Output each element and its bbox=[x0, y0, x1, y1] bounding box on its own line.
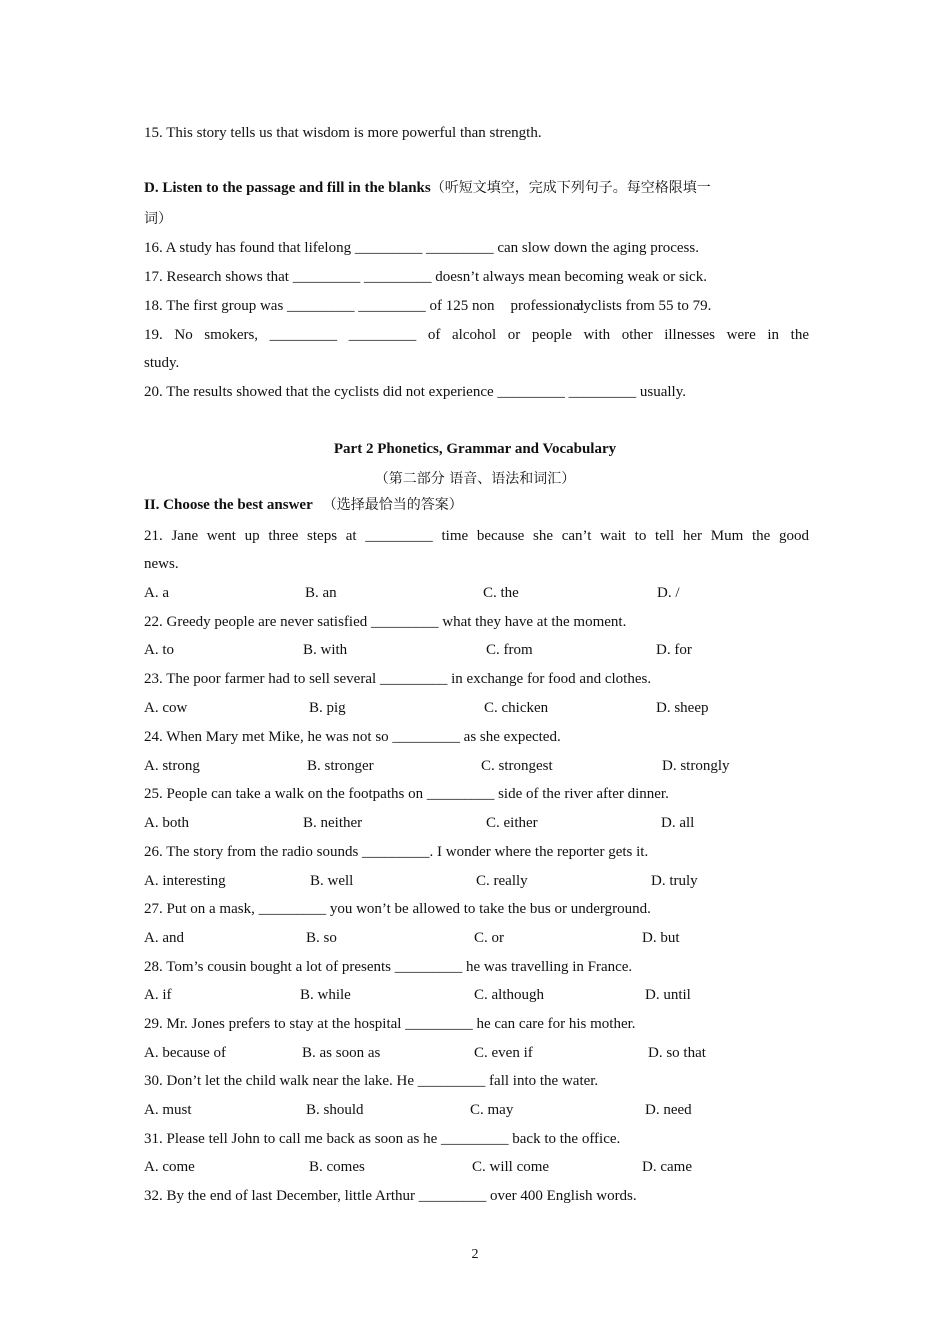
option-21-a: A. a bbox=[144, 585, 169, 601]
option-30-a: A. must bbox=[144, 1102, 192, 1118]
question-25: 25. People can take a walk on the footpaths on _________ side of the river after dinner. bbox=[144, 786, 669, 802]
option-28-d: D. until bbox=[645, 987, 691, 1003]
question-18-part-b: professional bbox=[510, 298, 584, 314]
option-29-b: B. as soon as bbox=[302, 1045, 381, 1061]
question-24: 24. When Mary met Mike, he was not so _________ as she expected. bbox=[144, 729, 561, 745]
option-27-c: C. or bbox=[474, 930, 504, 946]
option-26-a: A. interesting bbox=[144, 873, 226, 889]
option-27-d: D. but bbox=[642, 930, 680, 946]
option-22-d: D. for bbox=[656, 642, 692, 658]
option-28-a: A. if bbox=[144, 987, 172, 1003]
question-26: 26. The story from the radio sounds _________. I wonder where the reporter gets it. bbox=[144, 844, 649, 860]
question-21-cont: news. bbox=[144, 556, 179, 572]
option-29-d: D. so that bbox=[648, 1045, 706, 1061]
option-30-d: D. need bbox=[645, 1102, 692, 1118]
option-22-c: C. from bbox=[486, 642, 533, 658]
question-18-part-a: 18. The first group was _________ _________ of 125 non bbox=[144, 298, 495, 314]
option-23-b: B. pig bbox=[309, 700, 346, 716]
option-23-d: D. sheep bbox=[656, 700, 709, 716]
question-16: 16. A study has found that lifelong _________ _________ can slow down the aging process. bbox=[144, 240, 699, 256]
section-d-heading bbox=[144, 178, 711, 198]
question-23: 23. The poor farmer had to sell several _________ in exchange for food and clothes. bbox=[144, 671, 652, 687]
question-19-cont: study. bbox=[144, 355, 180, 371]
option-25-b: B. neither bbox=[303, 815, 363, 831]
option-31-c: C. will come bbox=[472, 1159, 550, 1175]
option-28-c: C. although bbox=[474, 987, 544, 1003]
option-26-d: D. truly bbox=[651, 873, 698, 889]
question-20: 20. The results showed that the cyclists did not experience _________ _________ usually. bbox=[144, 384, 686, 400]
part-2-subtitle: （第二部分 语音、语法和词汇） bbox=[374, 471, 576, 487]
option-29-c: C. even if bbox=[474, 1045, 533, 1061]
question-21: 21. Jane went up three steps at _________ time because she can’t wait to tell her Mum the good bbox=[144, 528, 809, 544]
option-24-d: D. strongly bbox=[662, 758, 730, 774]
option-31-b: B. comes bbox=[309, 1159, 365, 1175]
option-24-a: A. strong bbox=[144, 758, 200, 774]
option-23-a: A. cow bbox=[144, 700, 188, 716]
question-17: 17. Research shows that _________ _________ doesn’t always mean becoming weak or sick. bbox=[144, 269, 707, 285]
option-21-c: C. the bbox=[483, 585, 519, 601]
option-23-c: C. chicken bbox=[484, 700, 549, 716]
question-29: 29. Mr. Jones prefers to stay at the hospital _________ he can care for his mother. bbox=[144, 1016, 636, 1032]
section-d-note: （听短文填空，完成下列句子。每空格限填一 bbox=[430, 180, 711, 196]
option-27-a: A. and bbox=[144, 930, 184, 946]
option-21-d: D. / bbox=[657, 585, 680, 601]
option-22-b: B. with bbox=[303, 642, 348, 658]
part-2-title: Part 2 Phonetics, Grammar and Vocabulary bbox=[333, 441, 617, 457]
question-15: 15. This story tells us that wisdom is more powerful than strength. bbox=[144, 125, 542, 141]
question-18 bbox=[144, 296, 711, 316]
option-25-c: C. either bbox=[486, 815, 538, 831]
option-27-b: B. so bbox=[306, 930, 337, 946]
question-19: 19. No smokers, _________ _________ of alcohol or people with other illnesses were in the bbox=[144, 327, 809, 343]
option-21-b: B. an bbox=[305, 585, 337, 601]
question-31: 31. Please tell John to call me back as soon as he _________ back to the office. bbox=[144, 1131, 621, 1147]
option-28-b: B. while bbox=[300, 987, 351, 1003]
section-ii-heading bbox=[144, 495, 463, 515]
section-ii-note: （选择最恰当的答案） bbox=[322, 497, 463, 513]
option-25-d: D. all bbox=[661, 815, 695, 831]
section-d-title: D. Listen to the passage and fill in the blanks bbox=[144, 180, 431, 196]
section-d-note-cont: 词） bbox=[144, 211, 172, 227]
section-ii-title: II. Choose the best answer bbox=[144, 497, 313, 513]
option-31-d: D. came bbox=[642, 1159, 692, 1175]
option-30-b: B. should bbox=[306, 1102, 364, 1118]
option-24-c: C. strongest bbox=[481, 758, 553, 774]
option-30-c: C. may bbox=[470, 1102, 514, 1118]
option-25-a: A. both bbox=[144, 815, 189, 831]
option-22-a: A. to bbox=[144, 642, 174, 658]
question-27: 27. Put on a mask, _________ you won’t be allowed to take the bus or underground. bbox=[144, 901, 651, 917]
question-28: 28. Tom’s cousin bought a lot of presents _________ he was travelling in France. bbox=[144, 959, 633, 975]
page-number: 2 bbox=[471, 1247, 479, 1262]
question-18-part-c: cyclists from 55 to 79. bbox=[576, 298, 712, 314]
question-32: 32. By the end of last December, little Arthur _________ over 400 English words. bbox=[144, 1188, 637, 1204]
option-24-b: B. stronger bbox=[307, 758, 374, 774]
option-31-a: A. come bbox=[144, 1159, 195, 1175]
option-26-b: B. well bbox=[310, 873, 354, 889]
question-22: 22. Greedy people are never satisfied _________ what they have at the moment. bbox=[144, 614, 627, 630]
question-30: 30. Don’t let the child walk near the lake. He _________ fall into the water. bbox=[144, 1073, 599, 1089]
option-26-c: C. really bbox=[476, 873, 528, 889]
option-29-a: A. because of bbox=[144, 1045, 227, 1061]
